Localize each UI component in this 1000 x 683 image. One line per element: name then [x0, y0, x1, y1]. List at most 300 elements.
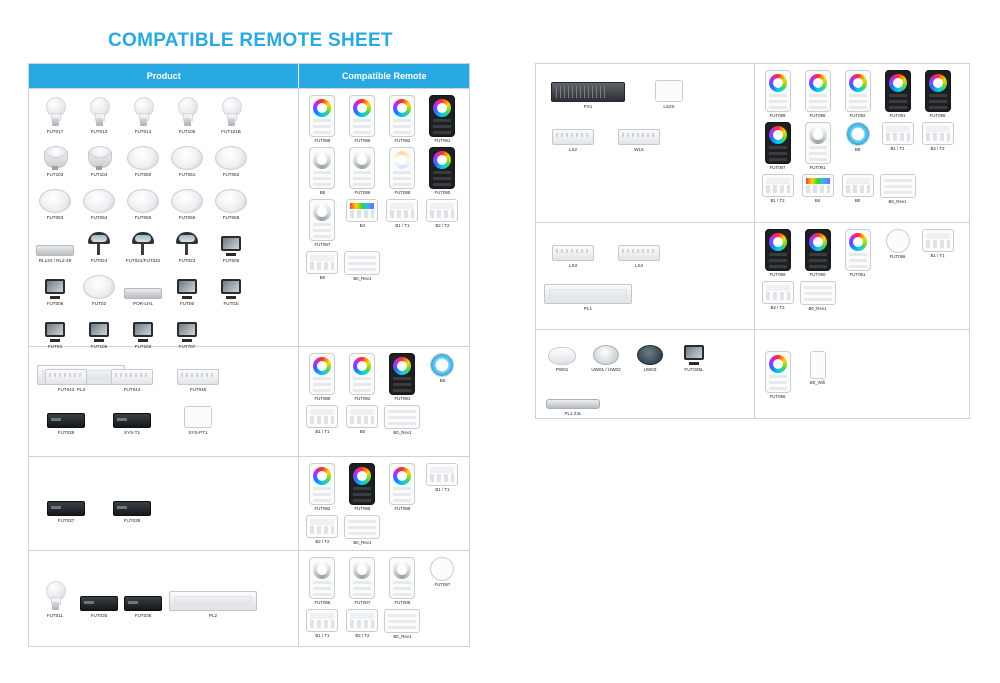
remote-label: B1 / T1: [435, 487, 450, 492]
roundpanel-ring-icon: [430, 353, 454, 377]
product-label: FUT043: [57, 387, 75, 392]
remote-item: [838, 174, 878, 204]
product-item: [121, 579, 165, 618]
product-item: [628, 333, 672, 372]
downlight-icon: [127, 138, 159, 170]
whitebox-icon: [655, 70, 683, 102]
remote-item: [422, 463, 462, 511]
remote-item: [758, 229, 798, 277]
panel-icon: [842, 174, 874, 197]
remote-dark-icon: [925, 70, 951, 112]
product-label: SYS-PT1: [188, 430, 208, 436]
remote-mono-icon: [349, 557, 375, 599]
remote-mono-icon: [309, 557, 335, 599]
remote-label: FUT007: [354, 600, 371, 605]
remote-item: [798, 229, 838, 277]
bulb-icon: [45, 95, 65, 127]
product-item: [121, 310, 165, 349]
remote-dark-icon: [389, 353, 415, 395]
remote-label: B8: [319, 190, 326, 195]
product-item: [165, 353, 231, 392]
product-label: FUT014: [134, 129, 152, 134]
product-label: FUT023: [178, 258, 196, 264]
poolled-icon: [548, 333, 576, 365]
bigpanel-icon: [384, 405, 420, 429]
remote-label: FUT091: [434, 138, 451, 143]
product-label: RL124 / RL2-48: [38, 258, 72, 264]
remote-dark-icon: [349, 463, 375, 505]
remote-label: FUT087: [769, 165, 786, 170]
header-product: Product: [146, 71, 181, 81]
product-label: LS2: [568, 147, 578, 153]
remote-label: FUT088: [394, 190, 411, 195]
table-row: [536, 329, 969, 419]
product-label: PW01: [555, 367, 569, 373]
remote-item: [758, 70, 798, 118]
panel-icon: [882, 122, 914, 145]
remote-item: [382, 609, 422, 639]
mr16-icon: [44, 138, 66, 170]
remote-label: B0_Rev1: [353, 540, 372, 545]
product-item: [209, 224, 253, 263]
uwlight-icon: [593, 333, 619, 365]
product-item: [33, 310, 77, 349]
product-cell: [536, 64, 754, 222]
remote-label: FUT092: [394, 138, 411, 143]
product-label: FUT03i: [223, 301, 239, 307]
downlight-icon: [39, 181, 71, 213]
remote-item: [918, 229, 958, 277]
table-header-row: [29, 64, 469, 88]
product-item: [209, 95, 253, 134]
product-label: LS2S: [663, 104, 675, 109]
remote-item: [302, 251, 342, 281]
remote-label: B0_Rev1: [808, 306, 827, 311]
product-label: SYS-T1: [123, 430, 141, 436]
product-item: [540, 272, 636, 311]
remote-item: [758, 351, 798, 399]
product-label: FUT006: [222, 258, 240, 264]
remote-label: B1 / T1: [930, 253, 945, 258]
floodlight-icon: [43, 310, 67, 342]
product-label: FUT036: [134, 612, 152, 618]
remote-label: FUT096: [929, 113, 946, 118]
downlight-icon: [83, 267, 115, 299]
remote-item: [302, 199, 342, 247]
remote-item: [342, 147, 382, 195]
remote-item: [382, 557, 422, 605]
remote-item: [758, 174, 798, 204]
remote-item: [838, 229, 878, 277]
floodlight-icon: [43, 267, 67, 299]
remote-dark-icon: [429, 147, 455, 189]
product-label: FUT013: [90, 129, 108, 134]
remote-dark-icon: [765, 229, 791, 271]
remote-label: FUT087: [434, 582, 451, 587]
phone-icon: [810, 351, 826, 379]
product-label: FUT04: [47, 344, 63, 350]
product-item: [77, 181, 121, 220]
panel-icon: [386, 199, 418, 222]
driverbox-icon: [111, 353, 153, 385]
product-label: FUT101B: [221, 129, 241, 134]
remote-item: [798, 174, 838, 204]
remote-label: B2 / T2: [315, 539, 330, 544]
remote-item: [758, 281, 798, 311]
product-label: FUT03: [91, 301, 107, 307]
remote-item: [302, 515, 342, 545]
header-compatible-remote: Compatible Remote: [298, 64, 469, 88]
product-item: [672, 333, 716, 372]
remote-color-icon: [309, 463, 335, 505]
remote-item: [342, 95, 382, 143]
remote-item: [382, 353, 422, 401]
psu-icon: [551, 70, 625, 102]
product-label: FUT104: [90, 172, 108, 178]
product-item: [33, 267, 77, 306]
remote-label: B1 / T1: [315, 429, 330, 434]
product-item: [77, 579, 121, 618]
product-item: [77, 267, 121, 306]
remote-dark-icon: [805, 229, 831, 271]
remote-label: B1 / T1: [315, 633, 330, 638]
floodlight-icon: [87, 310, 111, 342]
remote-label: FUT091: [394, 396, 411, 401]
panel-color-icon: [346, 199, 378, 222]
remote-item: [342, 463, 382, 511]
remote-mono-icon: [309, 147, 335, 189]
product-label: FUT06: [179, 301, 195, 307]
bulb-icon: [45, 579, 65, 611]
product-item: [209, 138, 253, 177]
remote-item: [342, 199, 382, 247]
remote-color-icon: [765, 70, 791, 112]
floodlight-icon: [682, 333, 706, 365]
roundpanel-icon: [886, 229, 910, 253]
product-label: FUT035L: [684, 367, 704, 373]
product-label: FUT038: [123, 517, 141, 523]
remote-item: [342, 353, 382, 401]
remote-cell: [754, 64, 970, 222]
remote-label: FUT096: [354, 506, 371, 511]
product-label: POR-LH1: [133, 301, 153, 307]
driverbox-icon: [45, 353, 87, 385]
product-item: [540, 70, 636, 109]
remote-item: [798, 281, 838, 311]
remote-label: FUT091: [809, 165, 826, 170]
product-item: [165, 310, 209, 349]
remote-item: [382, 405, 422, 435]
remote-cell: [754, 330, 970, 419]
remote-dark-icon: [885, 70, 911, 112]
product-item: [121, 181, 165, 220]
remote-item: [342, 251, 382, 281]
remote-item: [382, 95, 422, 143]
product-item: [165, 267, 209, 306]
product-label: UW01 / UW02: [591, 367, 621, 373]
remote-item: [918, 70, 958, 118]
mr16-icon: [88, 138, 110, 170]
product-item: [606, 113, 672, 152]
product-label: FUT105: [90, 344, 108, 350]
panel-icon: [306, 405, 338, 428]
remote-label: B1 / T1: [395, 223, 410, 228]
downlight-icon: [171, 138, 203, 170]
product-item: [165, 579, 261, 618]
product-label: PL1: [583, 306, 593, 312]
panel-icon: [306, 609, 338, 632]
remote-dark-icon: [765, 122, 791, 164]
remote-label: FUT091: [849, 272, 866, 277]
bulb-icon: [133, 95, 153, 127]
remote-label: FUT092: [849, 113, 866, 118]
remote-item: [878, 70, 918, 118]
remote-label: FUT092: [354, 396, 371, 401]
product-item: [33, 95, 77, 134]
remote-color-icon: [845, 70, 871, 112]
remote-item: [878, 229, 918, 277]
product-item: [77, 95, 121, 134]
product-item: [33, 579, 77, 618]
strip-icon: [124, 267, 162, 299]
remote-cell: [298, 347, 469, 456]
product-label: FUT035: [90, 612, 108, 618]
bigpanel-icon: [384, 609, 420, 633]
remote-color-icon: [349, 353, 375, 395]
remote-dual-icon: [389, 147, 415, 189]
remote-item: [758, 122, 798, 170]
table-row: [29, 456, 469, 550]
bigpanel-icon: [344, 251, 380, 275]
wallwasher-icon: [546, 377, 600, 409]
downlight-icon: [215, 181, 247, 213]
remote-color-icon: [309, 95, 335, 137]
remote-label: FUT096: [314, 600, 331, 605]
remote-item: [302, 609, 342, 639]
page-title: COMPATIBLE REMOTE SHEET: [108, 30, 393, 51]
remote-label: B4: [814, 198, 821, 203]
remote-label: FUT089: [314, 138, 331, 143]
product-label: PL3: [76, 387, 86, 393]
remote-label: FUT089: [394, 506, 411, 511]
product-item: [584, 333, 628, 372]
roundpanel-icon: [430, 557, 454, 581]
remote-label: FUT089: [769, 113, 786, 118]
remote-item: [382, 463, 422, 511]
product-label: FUT044: [123, 387, 141, 392]
remote-color-icon: [349, 95, 375, 137]
downlight-icon: [215, 138, 247, 170]
bigpanel-icon: [344, 515, 380, 539]
product-item: [77, 224, 121, 263]
panel-icon: [922, 122, 954, 145]
remote-cell: [754, 223, 970, 329]
remote-item: [422, 95, 462, 143]
panel-icon: [426, 199, 458, 222]
product-cell: [536, 223, 754, 329]
product-label: FUT017: [46, 129, 64, 134]
driverbox-icon: [552, 229, 594, 261]
floodlight-icon: [219, 267, 243, 299]
remote-label: FUT089: [769, 272, 786, 277]
table-row: [29, 346, 469, 456]
table-row: [536, 222, 969, 329]
remote-item: [798, 351, 838, 399]
product-item: [99, 484, 165, 523]
remote-color-icon: [389, 95, 415, 137]
product-item: [540, 333, 584, 372]
gardenlight-icon: [87, 224, 111, 256]
ctrlbox-icon: [47, 396, 85, 428]
remote-label: FUT096: [889, 254, 906, 259]
product-label: FUT105: [178, 129, 196, 134]
gardenlight-icon: [175, 224, 199, 256]
remote-item: [382, 147, 422, 195]
product-label: LS3: [568, 263, 578, 268]
ctrlbox-icon: [113, 396, 151, 428]
compatible-remote-table-right: [535, 63, 970, 419]
remote-label: B0_Wifi: [809, 379, 826, 385]
product-cell: [29, 347, 298, 456]
product-item: [636, 70, 702, 109]
downlight-icon: [127, 181, 159, 213]
product-item: [165, 396, 231, 435]
product-label: FUT062: [222, 172, 240, 178]
remote-label: FUT096: [354, 138, 371, 143]
remote-item: [798, 70, 838, 118]
remote-item: [342, 609, 382, 639]
remote-label: B2 / T2: [355, 633, 370, 638]
bulb-icon: [89, 95, 109, 127]
floodlight-icon: [175, 310, 199, 342]
remote-label: B2 / T2: [435, 223, 450, 228]
remote-label: FUT091: [889, 113, 906, 118]
remote-item: [342, 515, 382, 545]
remote-mono-icon: [309, 199, 335, 241]
bulb-icon: [177, 95, 197, 127]
remote-item: [302, 405, 342, 435]
remote-item: [838, 70, 878, 118]
remote-label: B0_Rev1: [353, 276, 372, 281]
remote-item: [422, 199, 462, 247]
ctrlbox-icon: [47, 484, 85, 516]
remote-label: FUT086: [354, 190, 371, 195]
remote-cell: [298, 89, 469, 346]
panel-icon: [762, 174, 794, 197]
remote-label: FUT090: [809, 272, 826, 277]
bigpanel-icon: [800, 281, 836, 305]
remote-item: [422, 353, 462, 401]
product-item: [209, 181, 253, 220]
remote-color-icon: [765, 351, 791, 393]
product-item: [77, 310, 121, 349]
remote-label: B0_Rev1: [393, 634, 412, 639]
product-label: FUT039: [57, 430, 75, 436]
product-cell: [29, 457, 298, 550]
remote-label: B4: [359, 223, 366, 228]
remote-item: [302, 353, 342, 401]
uwlight-dark-icon: [637, 333, 663, 365]
remote-mono-icon: [349, 147, 375, 189]
product-label: PX1: [583, 104, 593, 109]
product-label: FUT707: [178, 344, 196, 350]
remote-item: [342, 405, 382, 435]
product-item: [165, 95, 209, 134]
panel-icon: [306, 251, 338, 274]
remote-label: B1 / T2: [770, 198, 785, 203]
remote-label: B2 / T2: [770, 305, 785, 310]
product-item: [165, 181, 209, 220]
product-label: PL2: [208, 612, 218, 618]
longdriver-icon: [169, 579, 257, 611]
remote-item: [878, 122, 918, 170]
remote-item: [422, 557, 462, 605]
product-item: [33, 353, 99, 392]
product-cell: [536, 330, 754, 419]
product-label: FUT061: [178, 172, 196, 178]
product-cell: [29, 551, 298, 646]
floodlight-icon: [219, 224, 243, 256]
remote-label: B0: [854, 198, 861, 203]
remote-label: FUT087: [314, 242, 331, 247]
remote-item: [302, 95, 342, 143]
driverbox-icon: [618, 229, 660, 261]
whitebox-icon: [184, 396, 212, 428]
remote-label: B0_Rev1: [393, 430, 412, 435]
remote-mono-icon: [389, 557, 415, 599]
product-label: FUT045: [189, 387, 207, 392]
product-label: FUT060: [134, 172, 152, 178]
product-item: [99, 353, 165, 392]
strip-icon: [36, 224, 74, 256]
remote-color-icon: [845, 229, 871, 271]
roundpanel-ring-icon: [846, 122, 870, 146]
remote-item: [422, 147, 462, 195]
product-item: [121, 224, 165, 263]
product-item: [540, 229, 606, 268]
driverbox-icon: [618, 113, 660, 145]
remote-item: [878, 174, 918, 204]
product-item: [121, 95, 165, 134]
driverbox-icon: [552, 113, 594, 145]
gardenlight-icon: [131, 224, 155, 256]
product-label: FUT008: [46, 301, 64, 307]
remote-label: FUT089: [314, 396, 331, 401]
product-item: [209, 267, 253, 306]
downlight-icon: [171, 181, 203, 213]
product-label: FUT066: [178, 215, 196, 221]
panel-icon: [346, 609, 378, 632]
product-label: FUT024: [90, 258, 108, 264]
remote-label: B0: [319, 275, 326, 280]
remote-cell: [298, 457, 469, 550]
ctrlbox-icon: [80, 579, 118, 611]
remote-item: [302, 463, 342, 511]
product-label: UW03: [643, 367, 657, 373]
remote-label: FUT096: [769, 393, 786, 399]
remote-item: [302, 557, 342, 605]
panel-icon: [346, 405, 378, 428]
product-label: FUT102: [134, 344, 152, 350]
remote-label: B0_Rev1: [888, 199, 907, 204]
remote-color-icon: [309, 353, 335, 395]
product-label: FUT065: [134, 215, 152, 221]
product-item: [606, 229, 672, 268]
remote-item: [382, 199, 422, 247]
product-label: FUT063: [46, 215, 64, 221]
panel-icon: [306, 515, 338, 538]
bigpanel-icon: [880, 174, 916, 198]
